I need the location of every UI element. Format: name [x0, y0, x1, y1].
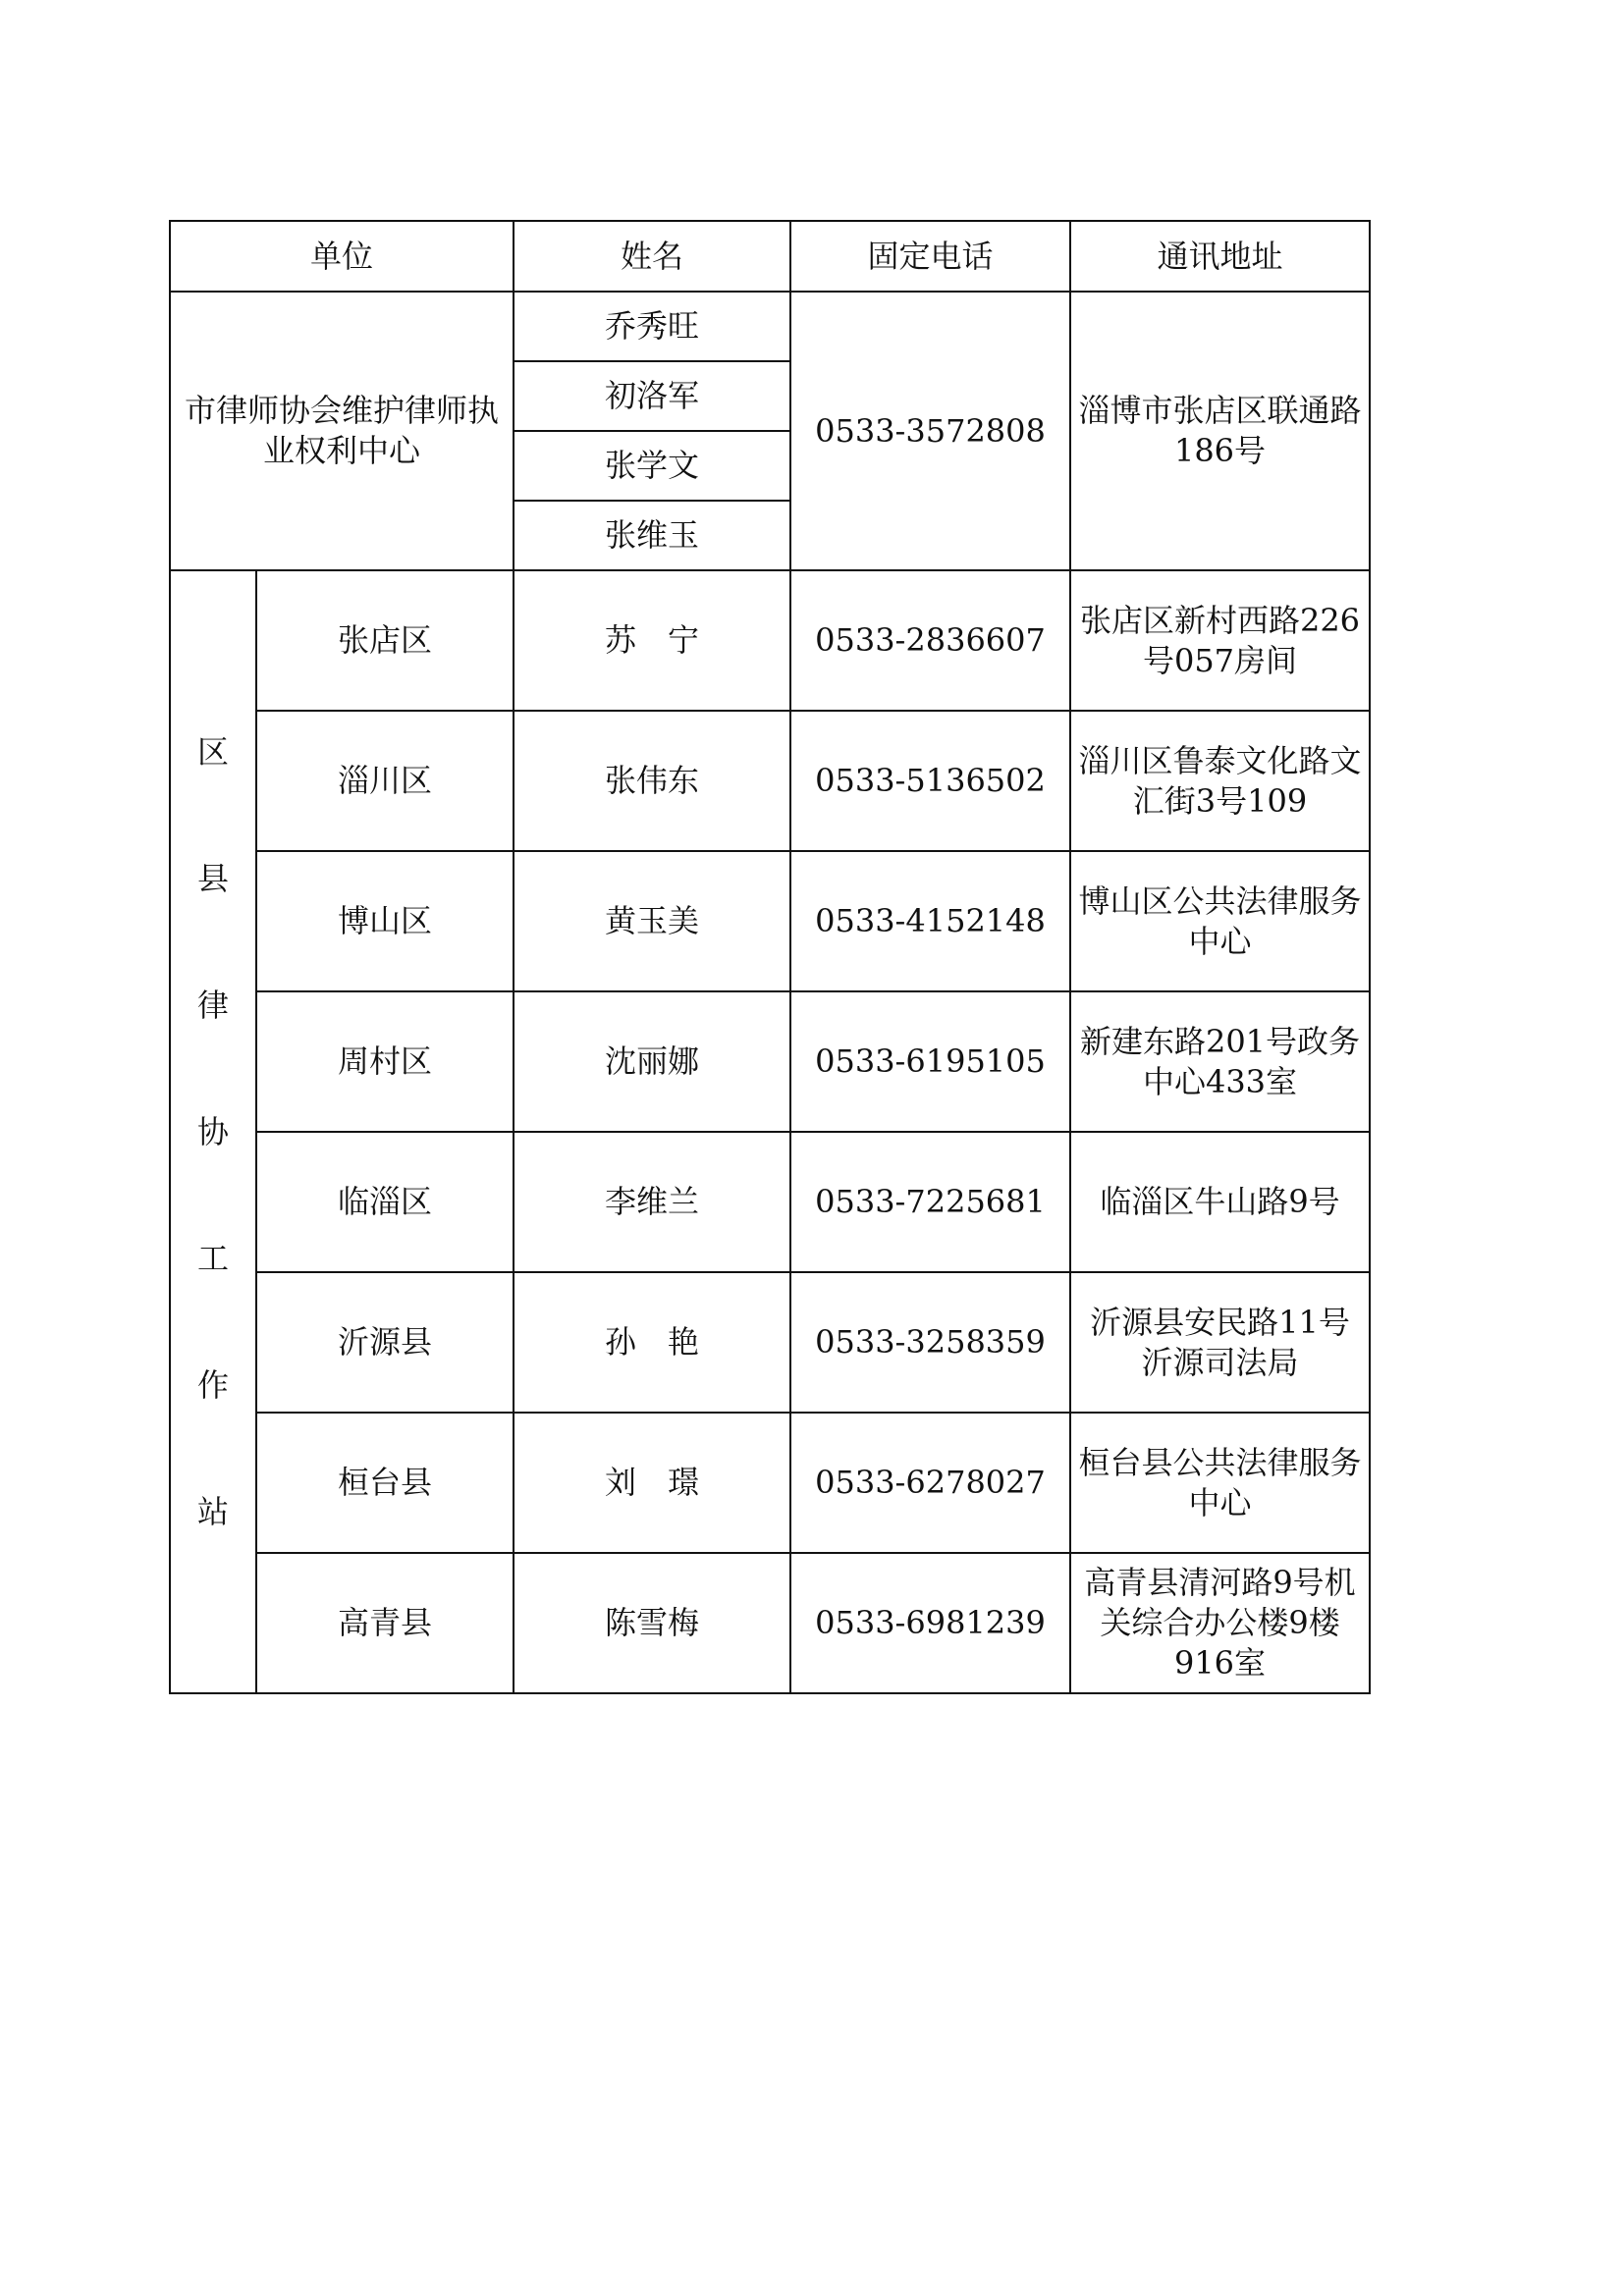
- station-phone: 0533-7225681: [790, 1132, 1070, 1272]
- station-district: 临淄区: [256, 1132, 514, 1272]
- group-label-char: 区: [196, 732, 229, 771]
- center-member-name: 乔秀旺: [514, 292, 790, 361]
- group-label-char: 县: [196, 859, 229, 897]
- station-row: [170, 711, 1370, 851]
- station-address: 临淄区牛山路9号: [1070, 1132, 1370, 1272]
- group-label-char: 律: [196, 986, 229, 1024]
- station-name: 李维兰: [514, 1132, 790, 1272]
- station-name: 苏 宁: [514, 570, 790, 711]
- station-address: 淄川区鲁泰文化路文汇街3号109: [1070, 711, 1370, 851]
- center-member-name: 初洛军: [514, 361, 790, 431]
- header-phone: 固定电话: [790, 221, 1070, 292]
- station-district: 淄川区: [256, 711, 514, 851]
- station-phone: 0533-5136502: [790, 711, 1070, 851]
- station-phone: 0533-4152148: [790, 851, 1070, 991]
- center-phone: 0533-3572808: [790, 292, 1070, 570]
- station-district: 高青县: [256, 1553, 514, 1693]
- group-label-char: 协: [196, 1112, 229, 1150]
- header-address: 通讯地址: [1070, 221, 1370, 292]
- station-row: [170, 1132, 1370, 1272]
- station-address: 张店区新村西路226号057房间: [1070, 570, 1370, 711]
- center-unit: 市律师协会维护律师执业权利中心: [170, 292, 514, 570]
- station-row: [170, 1413, 1370, 1553]
- station-name: 刘 璟: [514, 1413, 790, 1553]
- center-address: 淄博市张店区联通路186号: [1070, 292, 1370, 570]
- station-address: 博山区公共法律服务中心: [1070, 851, 1370, 991]
- contacts-table: [169, 220, 1371, 1694]
- station-phone: 0533-2836607: [790, 570, 1070, 711]
- station-district: 桓台县: [256, 1413, 514, 1553]
- station-row: [170, 570, 1370, 711]
- station-phone: 0533-6981239: [790, 1553, 1070, 1693]
- station-address: 新建东路201号政务中心433室: [1070, 991, 1370, 1132]
- center-row: [170, 292, 1370, 361]
- station-district: 沂源县: [256, 1272, 514, 1413]
- station-name: 张伟东: [514, 711, 790, 851]
- station-name: 黄玉美: [514, 851, 790, 991]
- station-row: [170, 991, 1370, 1132]
- center-member-name: 张学文: [514, 431, 790, 501]
- station-name: 孙 艳: [514, 1272, 790, 1413]
- station-phone: 0533-3258359: [790, 1272, 1070, 1413]
- station-phone: 0533-6195105: [790, 991, 1070, 1132]
- station-row: [170, 1553, 1370, 1693]
- header-unit: 单位: [170, 221, 514, 292]
- station-name: 陈雪梅: [514, 1553, 790, 1693]
- header-row: [170, 221, 1370, 292]
- header-name: 姓名: [514, 221, 790, 292]
- group-label-char: 工: [196, 1239, 229, 1277]
- center-member-name: 张维玉: [514, 501, 790, 570]
- station-address: 沂源县安民路11号沂源司法局: [1070, 1272, 1370, 1413]
- stations-group-label: [170, 570, 256, 1693]
- station-address: 高青县清河路9号机关综合办公楼9楼916室: [1070, 1553, 1370, 1693]
- station-district: 张店区: [256, 570, 514, 711]
- group-label-char: 作: [196, 1365, 229, 1404]
- group-label-char: 站: [196, 1492, 229, 1530]
- station-address: 桓台县公共法律服务中心: [1070, 1413, 1370, 1553]
- station-name: 沈丽娜: [514, 991, 790, 1132]
- station-district: 博山区: [256, 851, 514, 991]
- station-district: 周村区: [256, 991, 514, 1132]
- station-phone: 0533-6278027: [790, 1413, 1070, 1553]
- station-row: [170, 851, 1370, 991]
- station-row: [170, 1272, 1370, 1413]
